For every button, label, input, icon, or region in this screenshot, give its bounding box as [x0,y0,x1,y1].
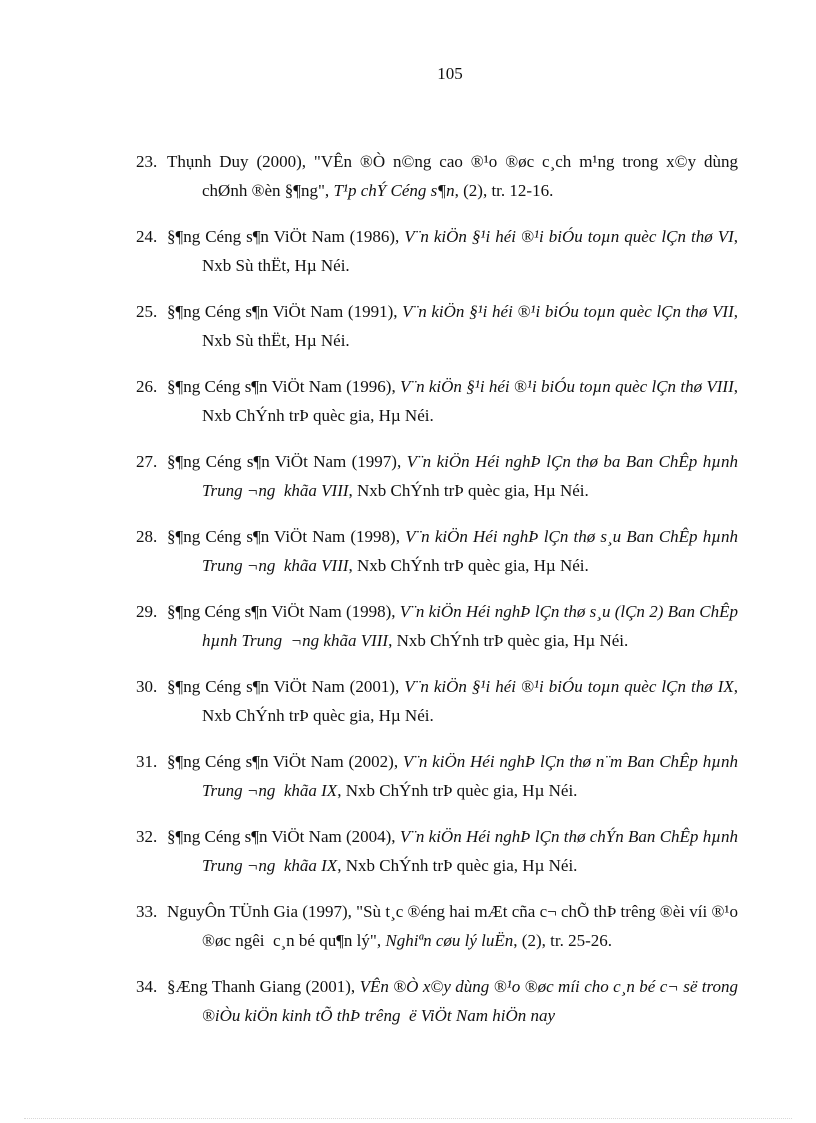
reference-text: , Nxb Sù thËt, Hµ Néi. [202,227,743,275]
reference-text: §¶ng Céng s¶n ViÖt Nam (1986), [167,227,405,246]
reference-title: V¨n kiÖn §¹i héi ®¹i biÓu toµn quèc lÇn thø VIII [400,377,734,396]
reference-text: , Nxb ChÝnh trÞ quèc gia, Hµ Néi. [337,781,578,800]
reference-item [136,297,743,355]
reference-item [136,222,743,280]
reference-text: §¶ng Céng s¶n ViÖt Nam (1991), [167,302,403,321]
reference-title: V¨n kiÖn Héi nghÞ lÇn thø n¨m Ban ChÊp hµnh Trung ¬ng khãa IX [202,752,743,800]
reference-title: T¹p chÝ Céng s¶n [333,181,455,200]
reference-text: §¶ng Céng s¶n ViÖt Nam (1998), [167,527,406,546]
reference-text: , Nxb ChÝnh trÞ quèc gia, Hµ Néi. [202,377,743,425]
reference-item [136,597,743,655]
reference-text: , Nxb ChÝnh trÞ quèc gia, Hµ Néi. [348,556,589,575]
reference-title: V¨n kiÖn §¹i héi ®¹i biÓu toµn quèc lÇn thø VI [404,227,734,246]
reference-item [136,147,743,205]
reference-text: §¶ng Céng s¶n ViÖt Nam (2002), [167,752,403,771]
reference-text: , Nxb ChÝnh trÞ quèc gia, Hµ Néi. [388,631,629,650]
reference-title: V¨n kiÖn §¹i héi ®¹i biÓu toµn quèc lÇn thø VII [402,302,734,321]
reference-item [136,822,743,880]
reference-text: §¶ng Céng s¶n ViÖt Nam (2001), [167,677,405,696]
reference-item [136,522,743,580]
reference-text: , Nxb Sù thËt, Hµ Néi. [202,302,743,350]
reference-number: 29. [136,602,158,621]
reference-number: 30. [136,677,158,696]
reference-item [136,747,743,805]
reference-number: 23. [136,152,158,171]
reference-text: §¶ng Céng s¶n ViÖt Nam (1996), [167,377,401,396]
reference-number: 31. [136,752,158,771]
reference-item [136,897,743,955]
reference-text: , Nxb ChÝnh trÞ quèc gia, Hµ Néi. [202,677,743,725]
reference-item [136,447,743,505]
reference-text: , (2), tr. 12-16. [454,181,554,200]
reference-item [136,972,743,1030]
reference-title: VÊn ®Ò x©y dùng ®¹o ®øc míi cho c¸n bé c¬ së trong ®iÒu kiÖn kinh tÕ thÞ trêng ë ViÖt Nam hiÖn nay [202,977,743,1025]
reference-text: §¶ng Céng s¶n ViÖt Nam (1997), [167,452,407,471]
reference-text: Thụnh Duy (2000), "VÊn ®Ò n©ng cao ®¹o ®øc c¸ch m¹ng trong x©y dùng chØnh ®èn §¶ng", [167,152,743,200]
reference-number: 25. [136,302,158,321]
reference-number: 32. [136,827,158,846]
reference-title: V¨n kiÖn Héi nghÞ lÇn thø s¸u Ban ChÊp hµnh Trung ¬ng khãa VIII [202,527,743,575]
reference-text: , Nxb ChÝnh trÞ quèc gia, Hµ Néi. [348,481,589,500]
reference-number: 28. [136,527,158,546]
reference-title: V¨n kiÖn §¹i héi ®¹i biÓu toµn quèc lÇn thø IX [404,677,734,696]
reference-number: 26. [136,377,158,396]
reference-text: , Nxb ChÝnh trÞ quèc gia, Hµ Néi. [337,856,578,875]
reference-text: §¶ng Céng s¶n ViÖt Nam (1998), [167,602,400,621]
page-number: 105 [437,64,463,83]
reference-title: V¨n kiÖn Héi nghÞ lÇn thø ba Ban ChÊp hµnh Trung ¬ng khãa VIII [202,452,743,500]
reference-list [136,130,743,1037]
reference-text: §¶ng Céng s¶n ViÖt Nam (2004), [167,827,400,846]
reference-text: NguyÔn TÜnh Gia (1997), "Sù t¸c ®éng hai mÆt cña c¬ chÕ thÞ trêng ®èi víi ®¹o ®øc ngêi c¸n bé qu¶n lý", [167,902,743,950]
reference-number: 33. [136,902,158,921]
reference-text: , (2), tr. 25-26. [513,931,612,950]
reference-title: Nghiªn cøu lý luËn [385,931,514,950]
reference-title: V¨n kiÖn Héi nghÞ lÇn thø s¸u (lÇn 2) Ban ChÊp hµnh Trung ¬ng khãa VIII [202,602,743,650]
reference-number: 27. [136,452,158,471]
reference-item [136,372,743,430]
reference-number: 34. [136,977,158,996]
page-bottom-divider [24,1118,792,1119]
reference-number: 24. [136,227,158,246]
reference-item [136,672,743,730]
reference-text: §Æng Thanh Giang (2001), [167,977,360,996]
reference-title: V¨n kiÖn Héi nghÞ lÇn thø chÝn Ban ChÊp hµnh Trung ¬ng khãa IX [202,827,743,875]
